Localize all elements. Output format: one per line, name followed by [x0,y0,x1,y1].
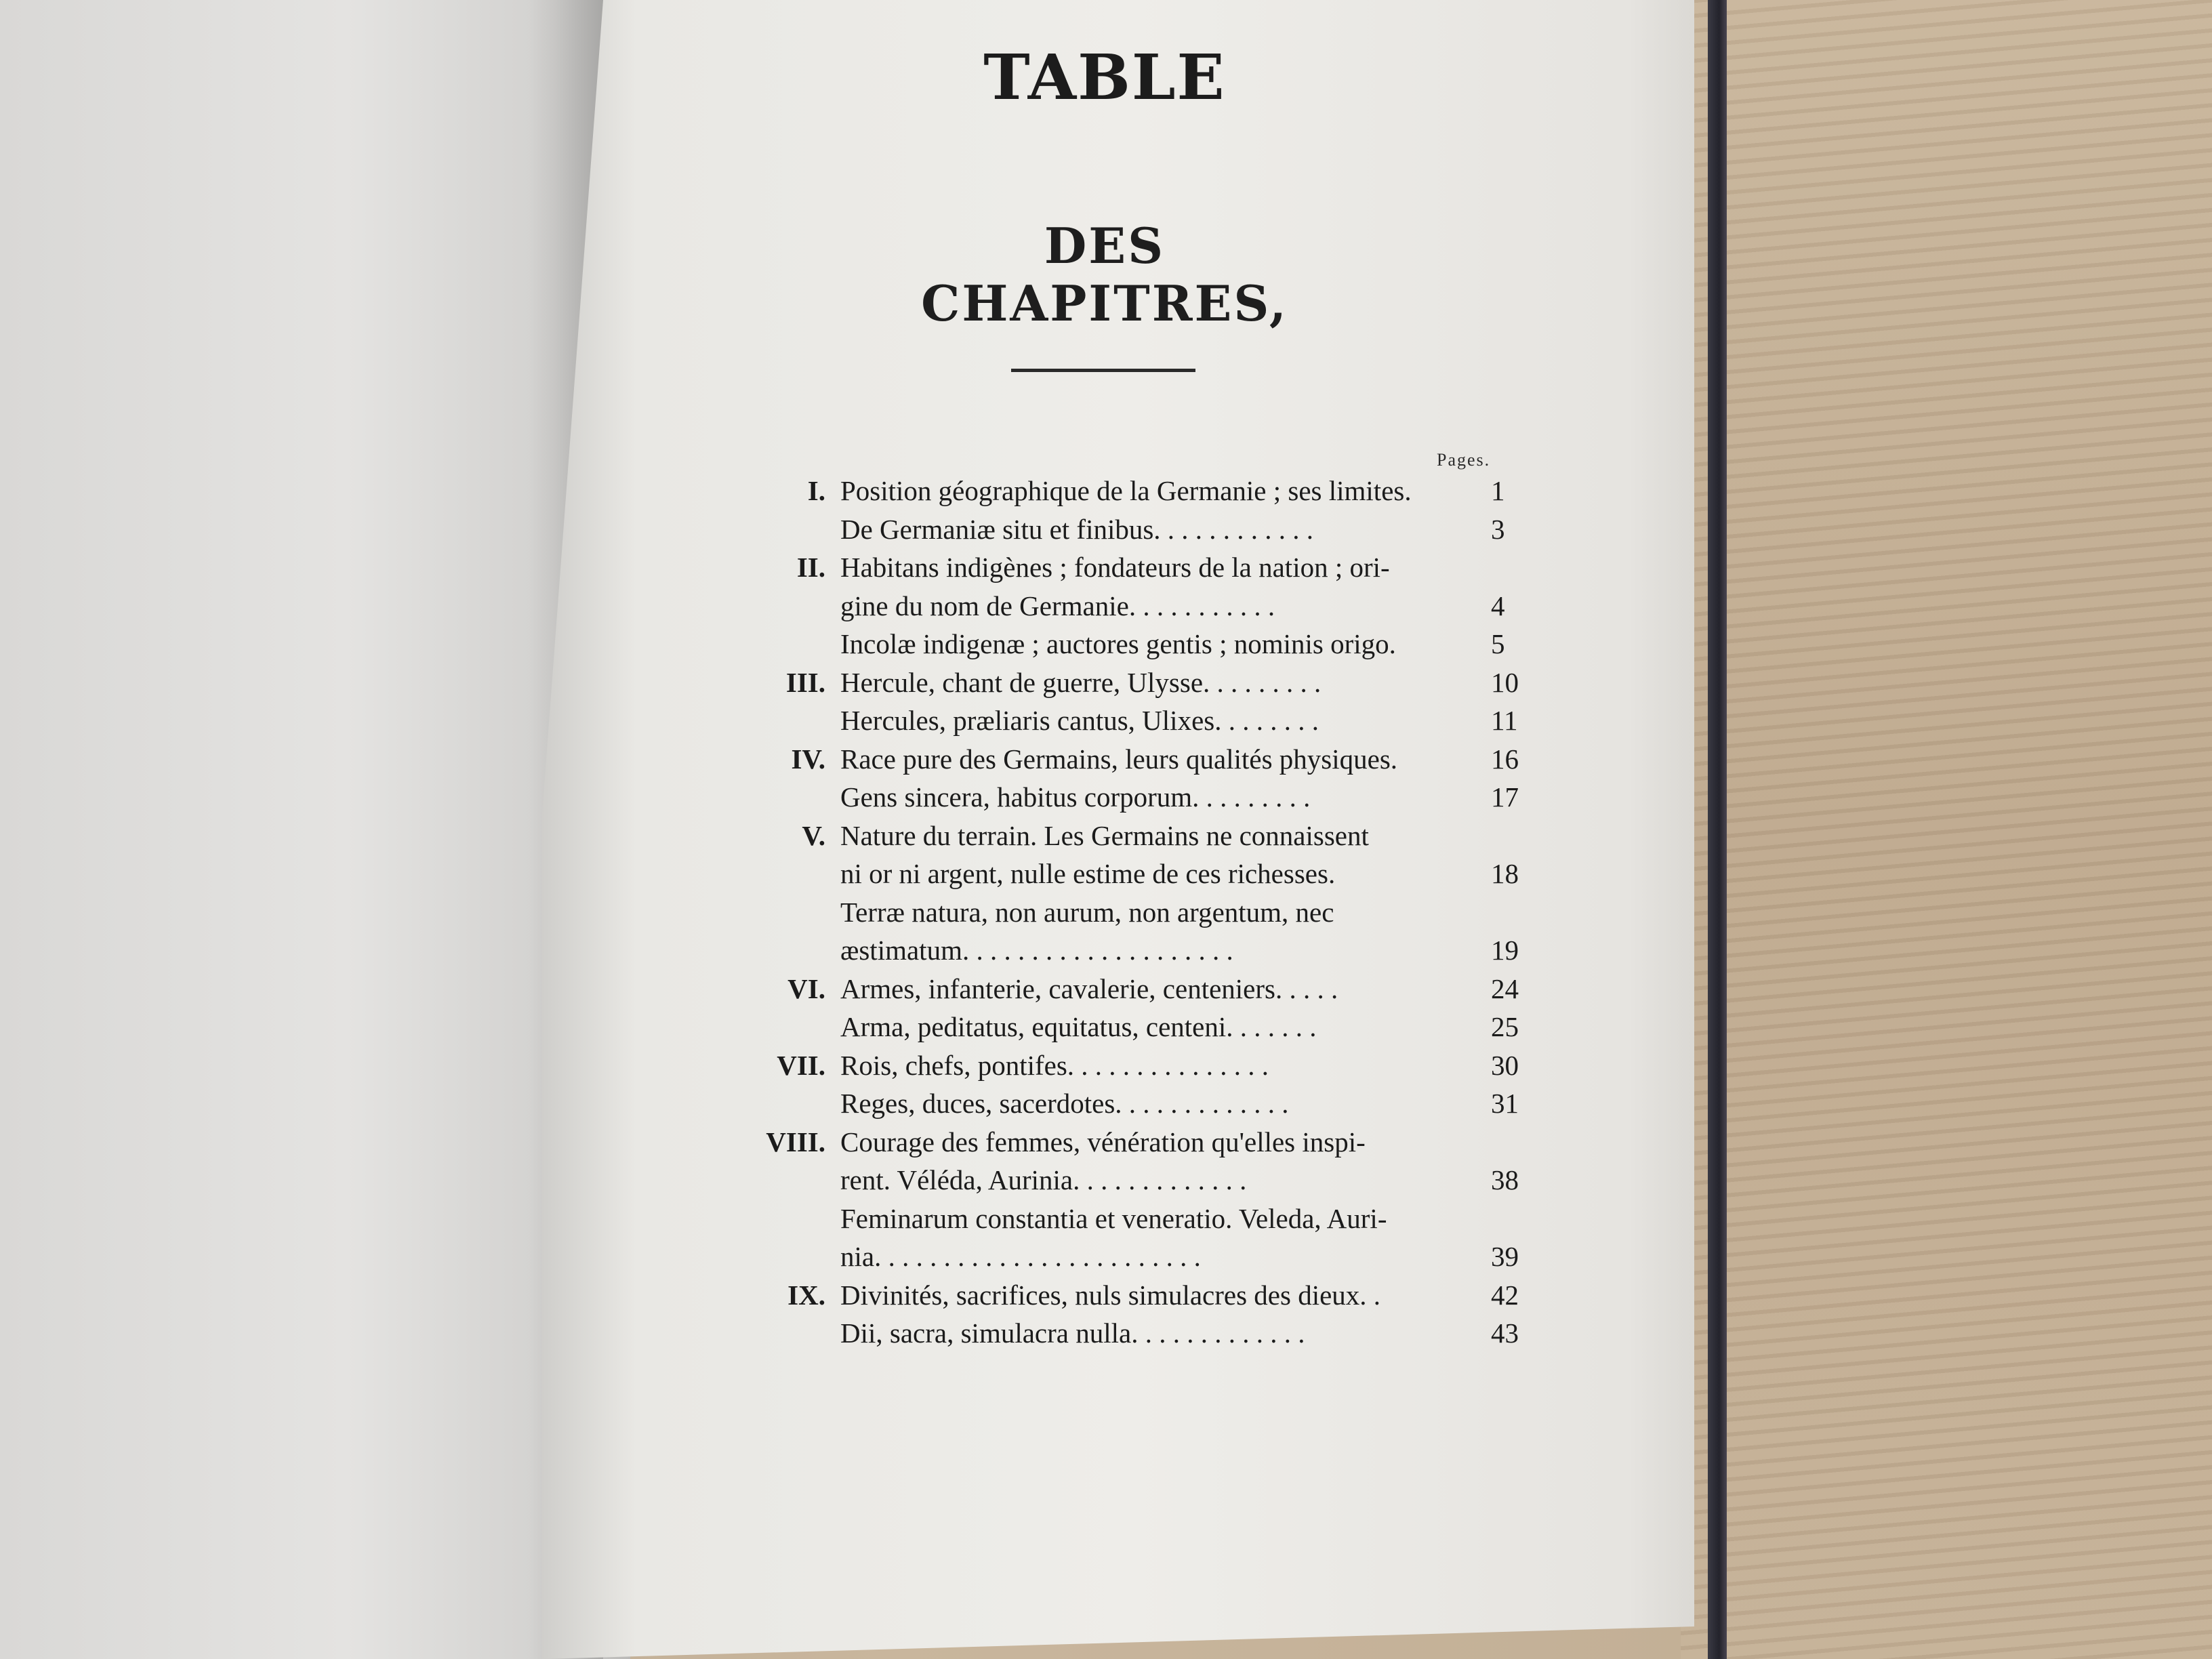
toc-page-number: 43 [1491,1317,1519,1349]
toc-page-number: 10 [1491,666,1519,698]
toc-entry-text: Terræ natura, non aurum, non argentum, nec [840,896,1334,928]
toc-chapter-number: VI. [787,972,825,1004]
toc-chapter-number: IX. [787,1279,825,1311]
toc-page-number: 4 [1491,590,1505,621]
toc-page-number: 38 [1491,1164,1519,1195]
toc-entry-text: Reges, duces, sacerdotes. . . . . . . . . . . . . [840,1088,1289,1119]
toc-entry-text: Feminarum constantia et veneratio. Veleda, Auri- [840,1202,1387,1234]
toc-chapter-number: II. [796,552,825,583]
toc-page-number: 18 [1491,858,1519,889]
toc-entry-text: Incolæ indigenæ ; auctores gentis ; nominis origo. [840,628,1396,659]
toc-page-number: 5 [1491,628,1505,659]
toc-page-number: 3 [1491,513,1505,545]
toc-chapter-number: VII. [777,1049,825,1081]
toc-chapter-number: III. [785,666,825,698]
toc-entry-text: Rois, chefs, pontifes. . . . . . . . . . . . . . . [840,1049,1269,1081]
book-cover-edge [1708,0,1727,1659]
toc-entry-text: ni or ni argent, nulle estime de ces richesses. [840,858,1336,889]
title-rule [1011,369,1195,372]
toc-entry-text: Nature du terrain. Les Germains ne connaissent [840,819,1369,851]
toc-entry-text: nia. . . . . . . . . . . . . . . . . . . . . . . . [840,1241,1201,1272]
toc-page-number: 17 [1491,781,1519,813]
toc-page-number: 31 [1491,1088,1519,1119]
toc-entry-text: Armes, infanterie, cavalerie, centeniers. . . . . [840,972,1338,1004]
page-subtitle: DES CHAPITRES, [921,217,1288,332]
toc-chapter-number: IV. [791,743,825,775]
toc-entry-text: Habitans indigènes ; fondateurs de la nation ; ori- [840,552,1390,583]
toc-entry-text: æstimatum. . . . . . . . . . . . . . . . . . . . [840,935,1233,966]
toc-entry-text: Divinités, sacrifices, nuls simulacres des dieux. . [840,1279,1381,1311]
toc-page-number: 19 [1491,935,1519,966]
toc-page-number: 1 [1491,475,1505,506]
toc-entry-text: Dii, sacra, simulacra nulla. . . . . . . . . . . . . [840,1317,1305,1349]
toc-entry-text: Arma, peditatus, equitatus, centeni. . . . . . . [840,1011,1317,1042]
toc-entry-text: Hercule, chant de guerre, Ulysse. . . . . . . . . [840,666,1322,698]
toc-entry-text: Position géographique de la Germanie ; ses limites. [840,475,1412,506]
toc-page-number: 25 [1491,1011,1519,1042]
toc-page-number: 16 [1491,743,1519,775]
toc-entry-text: Race pure des Germains, leurs qualités physiques. [840,743,1398,775]
toc-chapter-number: I. [807,475,825,506]
toc-entry-text: rent. Véléda, Aurinia. . . . . . . . . . . . . [840,1164,1247,1195]
toc-entry-text: Gens sincera, habitus corporum. . . . . . . . . [840,781,1311,813]
toc-page-number: 11 [1491,705,1518,736]
toc-page-number: 24 [1491,972,1519,1004]
toc-chapter-number: VIII. [766,1126,825,1158]
toc-chapter-number: V. [802,819,825,851]
toc-page-number: 42 [1491,1279,1519,1311]
toc-entry-text: gine du nom de Germanie. . . . . . . . . . . [840,590,1275,621]
pages-column-label: Pages. [1437,450,1491,470]
toc-entry-text: Courage des femmes, vénération qu'elles inspi- [840,1126,1366,1158]
page-title: TABLE [983,41,1226,114]
toc-page-number: 30 [1491,1049,1519,1081]
toc-page-number: 39 [1491,1241,1519,1272]
toc-entry-text: Hercules, præliaris cantus, Ulixes. . . . . . . . [840,705,1319,736]
wooden-table [1681,0,2212,1659]
toc-entry-text: De Germaniæ situ et finibus. . . . . . . . . . . . [840,513,1314,545]
